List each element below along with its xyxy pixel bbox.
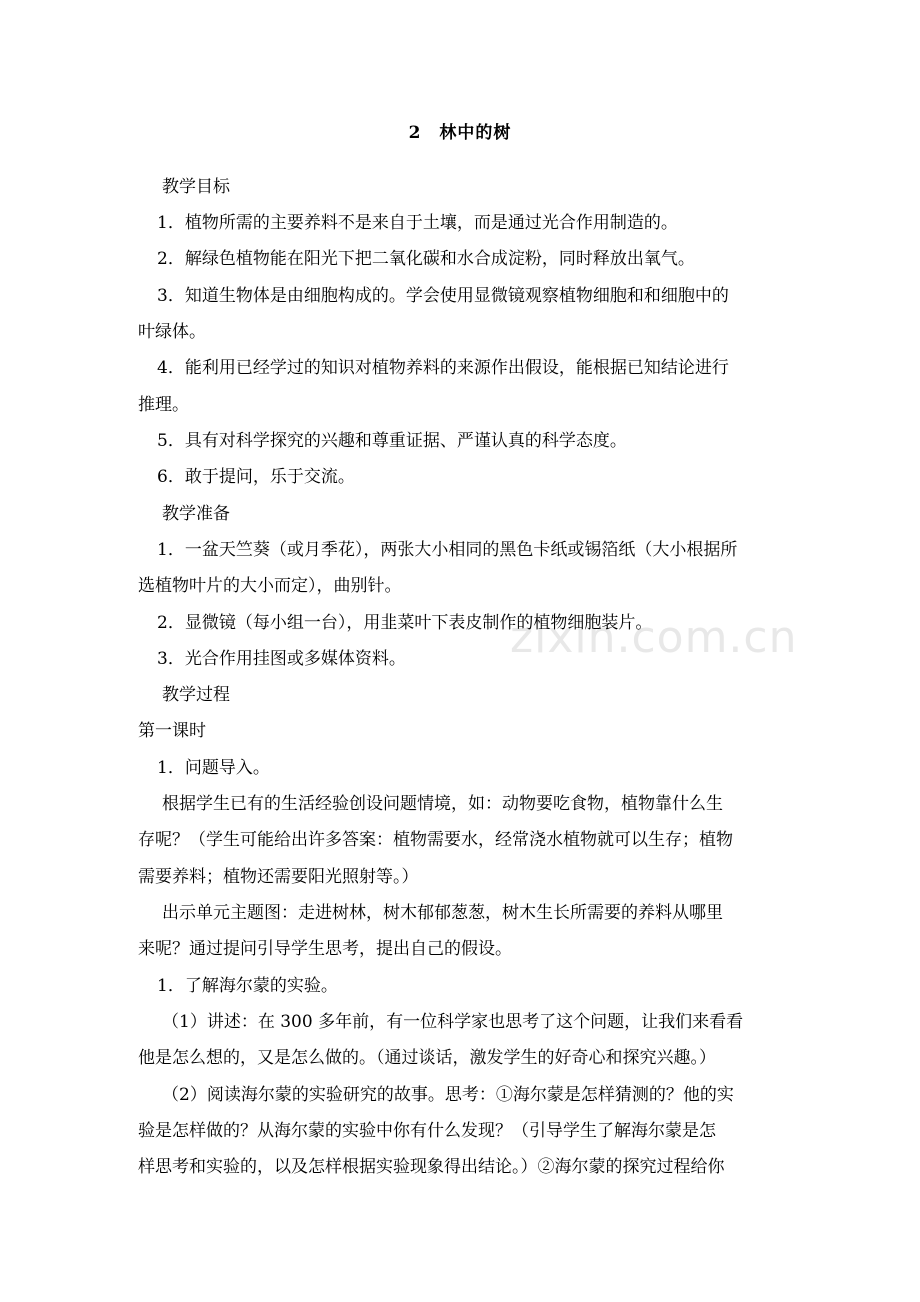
text-line: 3．光合作用挂图或多媒体资料。 — [157, 649, 406, 669]
text-line: 叶绿体。 — [138, 322, 206, 342]
text-line: 样思考和实验的，以及怎样根据实验现象得出结论。）②海尔蒙的探究过程给你 — [138, 1157, 725, 1177]
text-line: 他是怎么想的，又是怎么做的。（通过谈话，激发学生的好奇心和探究兴趣。） — [138, 1048, 716, 1068]
text-line: 出示单元主题图：走进树林，树木郁郁葱葱，树木生长所需要的养料从哪里 — [162, 903, 723, 923]
text-line: 需要养料；植物还需要阳光照射等。） — [138, 867, 419, 887]
text-line: 4．能利用已经学过的知识对植物养料的来源作出假设，能根据已知结论进行 — [157, 358, 729, 378]
text-line: 推理。 — [138, 395, 189, 415]
text-line: 根据学生已有的生活经验创设问题情境，如：动物要吃食物，植物靠什么生 — [162, 794, 723, 814]
text-line: （2）阅读海尔蒙的实验研究的故事。思考：①海尔蒙是怎样猜测的？他的实 — [162, 1085, 734, 1105]
watermark: zixin.com.cn — [510, 612, 798, 663]
text-line: 1．问题导入。 — [157, 758, 270, 778]
text-line: 存呢？（学生可能给出许多答案：植物需要水，经常浇水植物就可以生存；植物 — [138, 830, 733, 850]
text-line: 1．了解海尔蒙的实验。 — [157, 976, 338, 996]
text-line: 6．敢于提问，乐于交流。 — [157, 467, 355, 487]
page-title: 2 林中的树 — [408, 123, 512, 143]
section-heading-preparation: 教学准备 — [162, 504, 230, 524]
text-line: 1．一盆天竺葵（或月季花），两张大小相同的黑色卡纸或锡箔纸（大小根据所 — [157, 540, 738, 560]
text-line: 选植物叶片的大小而定），曲别针。 — [138, 576, 402, 596]
section-heading-objectives: 教学目标 — [162, 177, 230, 197]
text-line: 2．显微镜（每小组一台），用韭菜叶下表皮制作的植物细胞装片。 — [157, 613, 653, 633]
text-line: 2．解绿色植物能在阳光下把二氧化碳和水合成淀粉，同时释放出氧气。 — [157, 249, 695, 269]
text-line: （1）讲述：在 300 多年前，有一位科学家也思考了这个问题，让我们来看看 — [162, 1012, 744, 1032]
text-line: 1．植物所需的主要养料不是来自于土壤，而是通过光合作用制造的。 — [157, 213, 678, 233]
text-line: 5．具有对科学探究的兴趣和尊重证据、严谨认真的科学态度。 — [157, 431, 627, 451]
section-heading-process: 教学过程 — [162, 685, 230, 705]
text-line: 来呢？通过提问引导学生思考，提出自己的假设。 — [138, 939, 512, 959]
lesson-heading: 第一课时 — [138, 721, 206, 741]
text-line: 3．知道生物体是由细胞构成的。学会使用显微镜观察植物细胞和和细胞中的 — [157, 286, 729, 306]
text-line: 验是怎样做的？从海尔蒙的实验中你有什么发现？（引导学生了解海尔蒙是怎 — [138, 1121, 716, 1141]
